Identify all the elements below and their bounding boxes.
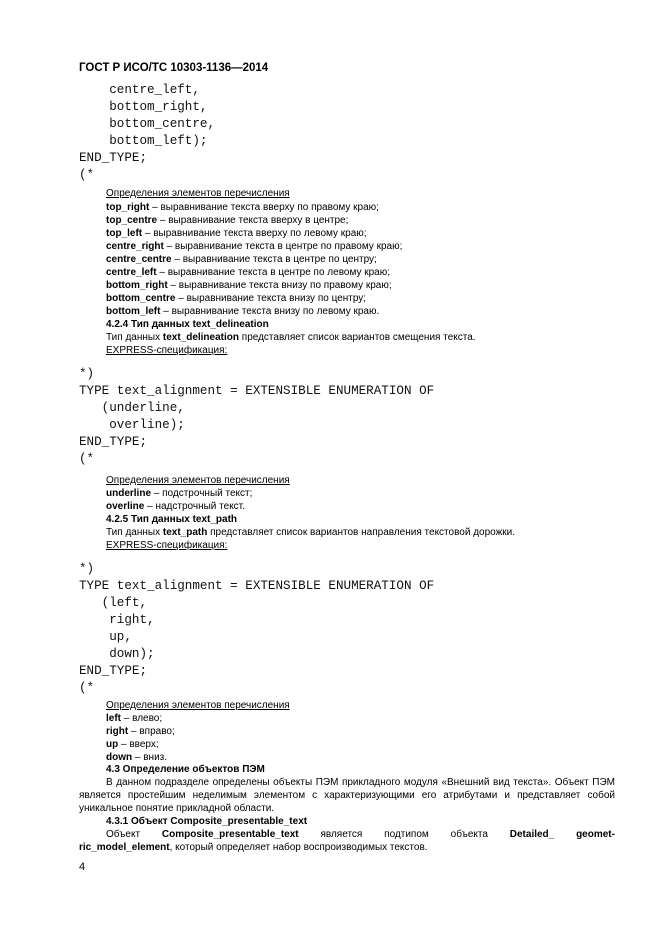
section-heading-4-2-4: 4.2.4 Тип данных text_delineation — [106, 319, 269, 330]
section-heading-4-2-5: 4.2.5 Тип данных text_path — [106, 514, 238, 525]
express-spec-label: EXPRESS-спецификация: — [106, 345, 228, 356]
definitions-heading: Определения элементов перечисления — [106, 475, 290, 486]
code-block-3: *) TYPE text_alignment = EXTENSIBLE ENUMERATION OF (left, right, up, down); END_TYPE; (* — [79, 562, 435, 695]
page-number: 4 — [79, 861, 86, 873]
definitions-list-3: left – влево; right – вправо; up – вверх; down – вниз. — [106, 713, 175, 763]
definitions-list-2: underline – подстрочный текст; overline – надстрочный текст. — [106, 488, 253, 512]
definitions-heading: Определения элементов перечисления — [106, 188, 290, 199]
section-text-4-2-4: Тип данных text_delineation представляет список вариантов смещения текста. — [106, 332, 476, 343]
section-paragraph-4-3-1-line1: Объект Composite_presentable_text является подтипом объекта Detailed_ geomet- — [106, 829, 615, 840]
section-heading-4-3-1: 4.3.1 Объект Composite_presentable_text — [106, 816, 308, 827]
section-paragraph-4-3-1-line2: ric_model_element, который определяет набор воспроизводимых текстов. — [79, 842, 428, 853]
standard-header: ГОСТ Р ИСО/ТС 10303-1136—2014 — [79, 62, 269, 74]
section-text-4-2-5: Тип данных text_path представляет список вариантов направления текстовой дорожки. — [106, 527, 516, 538]
code-line: centre_left, — [79, 83, 200, 97]
definitions-heading: Определения элементов перечисления — [106, 700, 290, 711]
code-block-1: centre_left, bottom_right, bottom_centre, bottom_left); END_TYPE; (* — [79, 83, 216, 182]
express-spec-label: EXPRESS-спецификация: — [106, 540, 228, 551]
definitions-list-1: top_right – выравнивание текста вверху по правому краю; top_centre – выравнивание текста вверху в центре; top_left – выравнивание текста вверху по левому краю; centre_right – выравнивание текста в центре по правому краю; centre_centre – выравнивание текста в центре по центру; centre_left – выравнивание текста в центре по левому краю; bottom_right – выравнивание текста внизу по правому краю; bottom_centre – выравнивание текста внизу по центру; bottom_left – выравнивание текста внизу по левому краю. — [106, 202, 403, 317]
section-paragraph-4-3: В данном подразделе определены объекты ПЭМ прикладного модуля «Внешний вид текста». Объект ПЭМ является простейшим неделимым элементом с характеризующими его атрибутами и представляет собой уникальное понятие прикладной области. — [79, 777, 615, 814]
section-heading-4-3: 4.3 Определение объектов ПЭМ — [106, 764, 265, 775]
code-block-2: *) TYPE text_alignment = EXTENSIBLE ENUMERATION OF (underline, overline); END_TYPE; (* — [79, 367, 435, 466]
